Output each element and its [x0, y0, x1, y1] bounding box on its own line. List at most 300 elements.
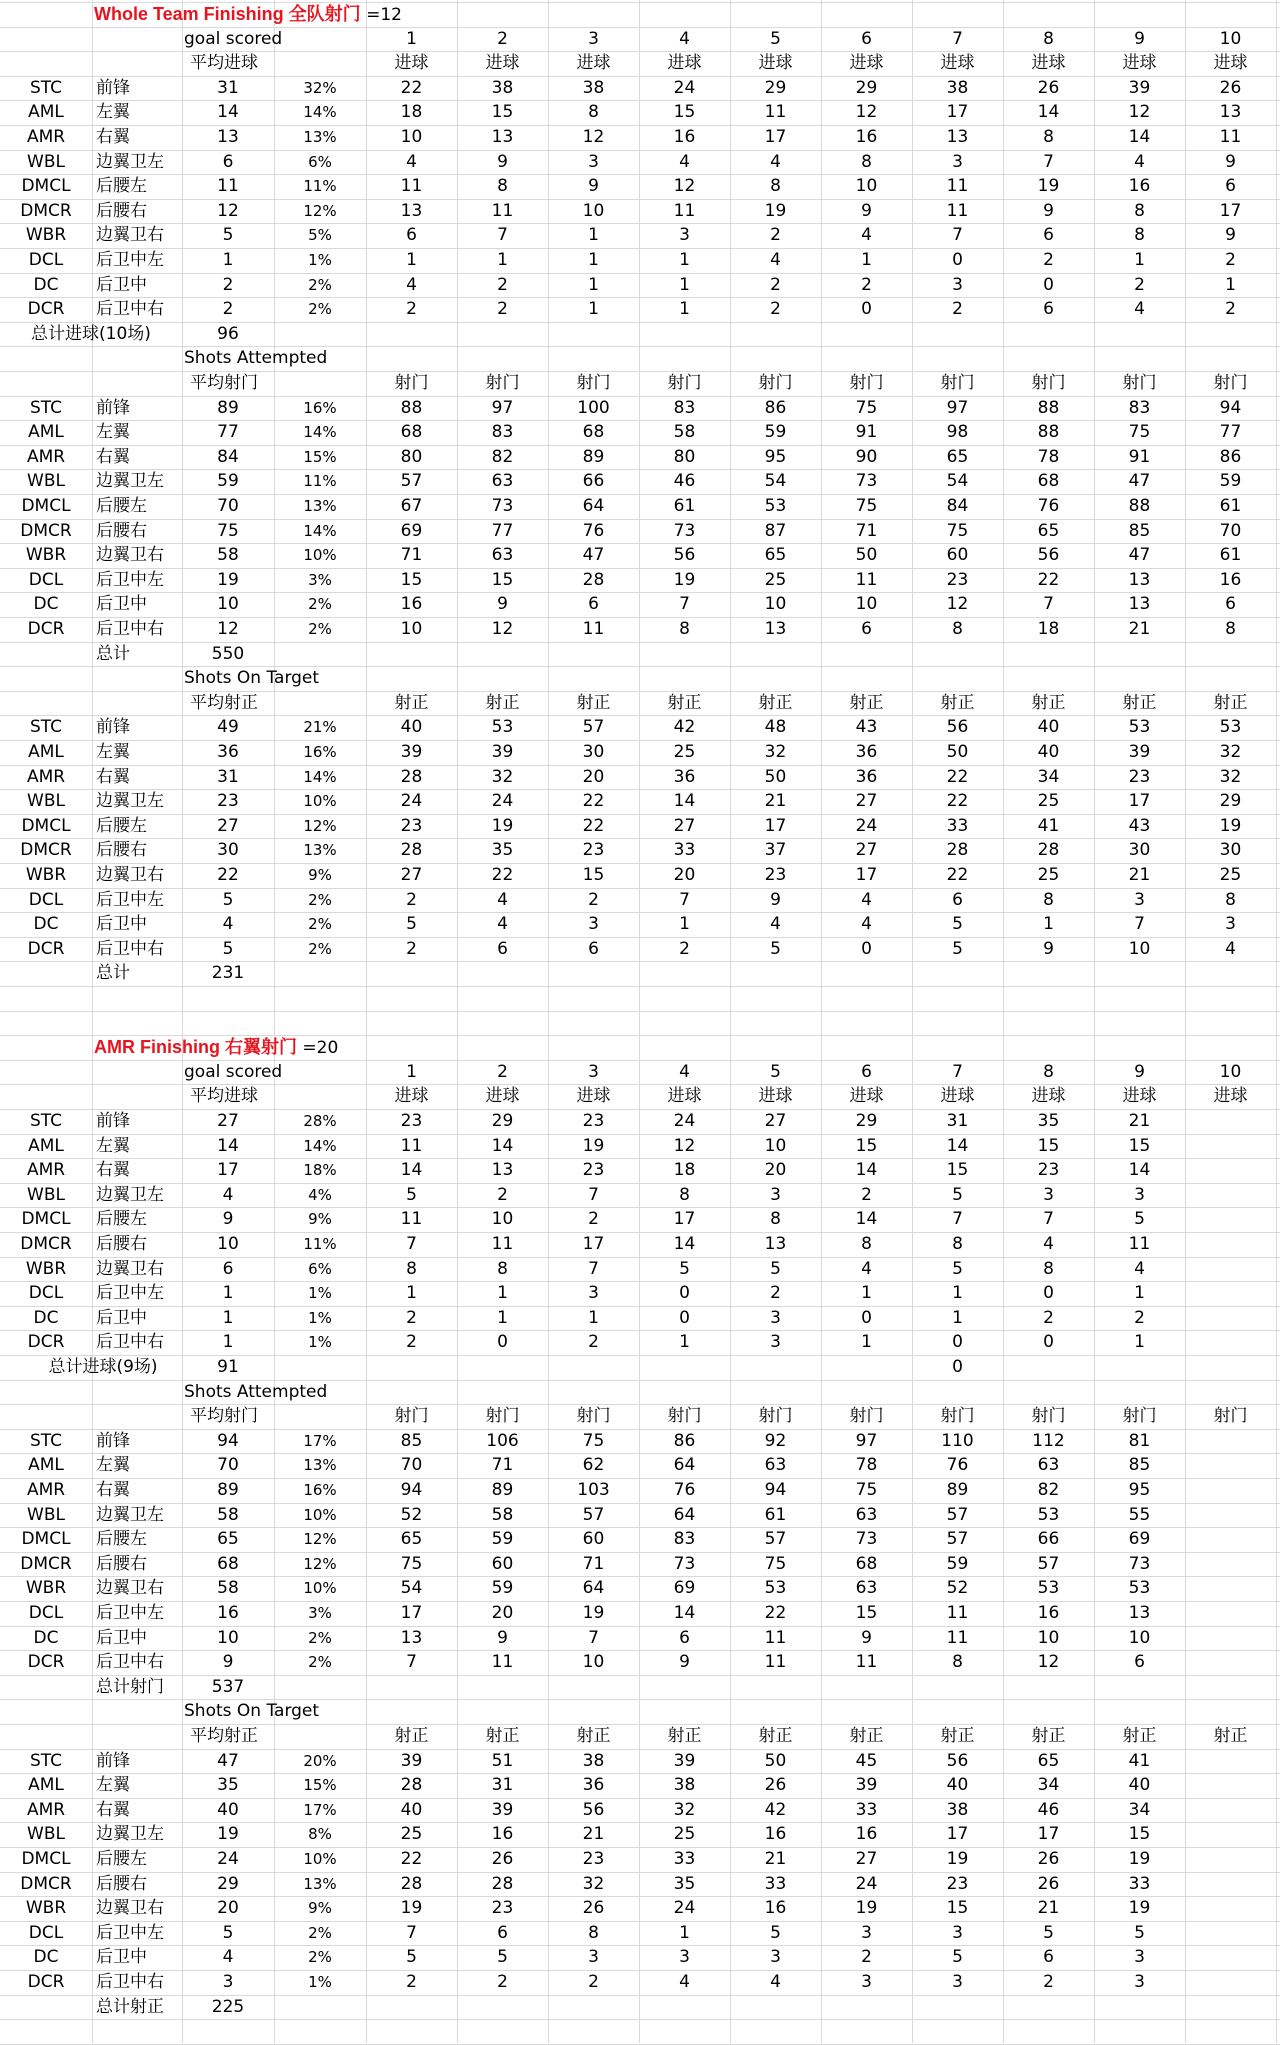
match-value[interactable]: 4: [497, 889, 508, 910]
match-value[interactable]: 10: [855, 594, 878, 615]
match-value[interactable]: 36: [855, 766, 878, 787]
position-name[interactable]: 左翼: [96, 102, 130, 123]
match-value[interactable]: 63: [764, 1455, 787, 1476]
match-value[interactable]: 23: [764, 865, 787, 885]
target-unit-label[interactable]: 射正: [1031, 692, 1066, 713]
goals-total-value[interactable]: 96: [217, 323, 239, 344]
match-value[interactable]: 24: [673, 77, 696, 98]
match-value[interactable]: 80: [400, 446, 423, 467]
target-unit-label[interactable]: 射正: [849, 1726, 884, 1746]
match-value[interactable]: 7: [1043, 594, 1054, 615]
match-value[interactable]: 39: [1128, 742, 1151, 762]
percentage-value[interactable]: 16%: [303, 1481, 337, 1499]
position-code[interactable]: DMCR: [20, 200, 72, 221]
match-value[interactable]: 89: [491, 1480, 514, 1500]
goals-total-label[interactable]: 总计进球(10场): [31, 323, 151, 344]
average-value[interactable]: 58: [217, 1504, 239, 1525]
position-code[interactable]: DC: [33, 594, 59, 615]
match-value[interactable]: 3: [679, 225, 690, 246]
target-unit-label[interactable]: 射正: [1213, 692, 1248, 713]
percentage-value[interactable]: 4%: [308, 1185, 332, 1204]
position-code[interactable]: WBL: [27, 1184, 65, 1205]
match-value[interactable]: 14: [673, 791, 696, 812]
match-value[interactable]: 13: [764, 1234, 787, 1254]
match-value[interactable]: [1185, 1453, 1276, 1478]
match-value[interactable]: 5: [952, 914, 963, 935]
match-value[interactable]: 11: [400, 1135, 423, 1156]
match-value[interactable]: 2: [497, 299, 508, 320]
match-number[interactable]: 1: [406, 28, 417, 49]
match-value[interactable]: 2: [770, 225, 781, 246]
match-value[interactable]: 16: [855, 127, 878, 147]
position-code[interactable]: AMR: [26, 1799, 66, 1820]
match-value[interactable]: 30: [1219, 840, 1242, 861]
shots-unit-label[interactable]: 射门: [940, 1406, 975, 1427]
match-value[interactable]: 40: [1037, 717, 1060, 738]
match-value[interactable]: 75: [400, 1553, 423, 1574]
match-value[interactable]: 30: [1128, 840, 1151, 861]
match-value[interactable]: 112: [1032, 1430, 1065, 1451]
target-unit-label[interactable]: 射正: [394, 692, 429, 713]
match-value[interactable]: 0: [497, 1332, 508, 1353]
match-value[interactable]: 5: [952, 1258, 963, 1279]
goals-unit-label[interactable]: 进球: [1031, 1086, 1066, 1107]
average-value[interactable]: 9: [222, 1209, 234, 1230]
match-value[interactable]: 85: [1128, 1455, 1151, 1476]
match-value[interactable]: 2: [588, 1972, 599, 1992]
match-value[interactable]: 82: [491, 446, 514, 467]
position-name[interactable]: 边翼卫左: [96, 1504, 164, 1525]
match-value[interactable]: 13: [1128, 569, 1151, 590]
percentage-value[interactable]: 2%: [308, 595, 332, 614]
match-value[interactable]: 63: [491, 545, 514, 566]
match-value[interactable]: 25: [400, 1824, 423, 1845]
match-value[interactable]: [1185, 1896, 1276, 1921]
match-value[interactable]: 86: [764, 397, 787, 418]
match-value[interactable]: 8: [679, 1184, 690, 1205]
match-value[interactable]: 11: [946, 176, 969, 197]
match-value[interactable]: 1: [588, 274, 599, 295]
match-value[interactable]: 42: [764, 1799, 787, 1820]
average-value[interactable]: 47: [217, 1750, 239, 1771]
average-value[interactable]: 9: [222, 1652, 234, 1673]
match-value[interactable]: 21: [1128, 619, 1151, 639]
match-value[interactable]: 4: [861, 914, 872, 935]
percentage-value[interactable]: 10%: [303, 1579, 337, 1598]
goals-unit-label[interactable]: 进球: [1122, 53, 1157, 74]
match-value[interactable]: 3: [770, 1184, 781, 1205]
match-value[interactable]: 8: [861, 1234, 872, 1254]
position-code[interactable]: STC: [29, 1430, 63, 1451]
match-value[interactable]: 3: [861, 1922, 872, 1943]
match-value[interactable]: 47: [582, 545, 605, 566]
match-value[interactable]: 7: [1043, 1209, 1054, 1230]
match-value[interactable]: 63: [491, 471, 514, 492]
match-value[interactable]: 3: [1134, 1972, 1145, 1992]
goals-total-value[interactable]: 91: [217, 1357, 239, 1377]
match-value[interactable]: 17: [764, 127, 787, 147]
match-value[interactable]: 64: [673, 1455, 696, 1476]
average-value[interactable]: 1: [222, 1332, 234, 1353]
position-code[interactable]: DCR: [27, 1972, 65, 1992]
percentage-value[interactable]: 2%: [308, 300, 332, 319]
match-value[interactable]: 3: [952, 274, 963, 295]
position-code[interactable]: STC: [29, 1111, 63, 1131]
match-value[interactable]: 1: [1043, 914, 1054, 935]
average-value[interactable]: 12: [217, 619, 239, 639]
position-name[interactable]: 右翼: [96, 1799, 130, 1820]
position-code[interactable]: WBR: [25, 865, 67, 885]
match-value[interactable]: 9: [861, 200, 872, 221]
match-value[interactable]: 23: [400, 815, 423, 836]
match-value[interactable]: 16: [491, 1824, 514, 1845]
match-value[interactable]: 6: [861, 619, 872, 639]
match-value[interactable]: 64: [582, 496, 605, 516]
target-total-label[interactable]: 总计: [96, 963, 130, 984]
match-value[interactable]: 17: [582, 1234, 605, 1254]
match-value[interactable]: 3: [1134, 1947, 1145, 1968]
match-value[interactable]: 32: [1219, 742, 1242, 762]
match-value[interactable]: 15: [946, 1898, 969, 1919]
percentage-value[interactable]: 15%: [303, 1776, 337, 1795]
match-value[interactable]: 2: [406, 1332, 417, 1353]
match-value[interactable]: 1: [406, 1283, 417, 1304]
match-value[interactable]: 106: [486, 1430, 519, 1451]
match-value[interactable]: 14: [855, 1160, 878, 1181]
percentage-value[interactable]: 2%: [308, 890, 332, 909]
match-value[interactable]: 15: [582, 865, 605, 885]
match-value[interactable]: 1: [679, 1332, 690, 1353]
match-value[interactable]: 4: [679, 1972, 690, 1992]
match-value[interactable]: 17: [400, 1603, 423, 1623]
position-name[interactable]: 左翼: [96, 1775, 130, 1796]
percentage-value[interactable]: 2%: [308, 915, 332, 934]
match-value[interactable]: 7: [679, 889, 690, 910]
shots-unit-label[interactable]: 射门: [849, 373, 884, 393]
match-value[interactable]: 6: [588, 938, 599, 959]
goals-unit-label[interactable]: 进球: [485, 53, 520, 74]
match-value[interactable]: 28: [946, 840, 969, 861]
match-value[interactable]: 0: [1043, 1283, 1054, 1304]
match-value[interactable]: 95: [1128, 1480, 1151, 1500]
match-value[interactable]: 68: [855, 1553, 878, 1574]
average-value[interactable]: 59: [217, 471, 239, 492]
match-value[interactable]: 14: [946, 1135, 969, 1156]
match-value[interactable]: [1185, 1822, 1276, 1847]
average-value[interactable]: 19: [217, 1824, 239, 1845]
match-value[interactable]: [1185, 1478, 1276, 1503]
percentage-value[interactable]: 11%: [303, 1235, 337, 1253]
position-code[interactable]: DMCR: [20, 840, 72, 861]
position-code[interactable]: DMCL: [21, 815, 71, 836]
position-name[interactable]: 右翼: [96, 1480, 130, 1500]
match-value[interactable]: 82: [1037, 1480, 1060, 1500]
goals-unit-label[interactable]: 进球: [1031, 53, 1066, 74]
average-value[interactable]: 10: [217, 594, 239, 615]
average-value[interactable]: 5: [222, 938, 234, 959]
position-name[interactable]: 后卫中左: [96, 250, 164, 270]
position-code[interactable]: WBL: [27, 471, 65, 492]
match-value[interactable]: [1185, 1650, 1276, 1675]
position-name[interactable]: 前锋: [96, 77, 130, 98]
match-value[interactable]: [1185, 1576, 1276, 1601]
match-value[interactable]: 23: [946, 1873, 969, 1894]
match-value[interactable]: 10: [400, 619, 423, 639]
match-value[interactable]: 65: [946, 446, 969, 467]
match-value[interactable]: 50: [764, 766, 787, 787]
avg-target-label[interactable]: 平均射正: [190, 1726, 258, 1746]
match-value[interactable]: 70: [400, 1455, 423, 1476]
position-code[interactable]: WBR: [25, 1258, 67, 1279]
match-value[interactable]: 83: [673, 1529, 696, 1550]
match-value[interactable]: [1185, 1158, 1276, 1183]
average-value[interactable]: 94: [217, 1430, 239, 1451]
match-value[interactable]: 11: [764, 1627, 787, 1648]
position-name[interactable]: 后卫中右: [96, 299, 164, 320]
target-unit-label[interactable]: 射正: [394, 1726, 429, 1746]
average-value[interactable]: 19: [217, 569, 239, 590]
match-number[interactable]: 9: [1134, 1061, 1145, 1082]
match-value[interactable]: 8: [861, 151, 872, 172]
match-value[interactable]: 87: [764, 520, 787, 541]
match-value[interactable]: 11: [764, 1652, 787, 1673]
percentage-value[interactable]: 14%: [303, 1136, 337, 1155]
match-value[interactable]: 28: [400, 766, 423, 787]
match-value[interactable]: 75: [1128, 422, 1151, 443]
match-value[interactable]: 22: [491, 865, 514, 885]
match-value[interactable]: 103: [577, 1480, 610, 1500]
match-value[interactable]: [1185, 1232, 1276, 1257]
match-value[interactable]: 16: [855, 1824, 878, 1845]
position-code[interactable]: DCL: [28, 1603, 64, 1623]
match-value[interactable]: 4: [1134, 299, 1145, 320]
match-value[interactable]: 4: [406, 274, 417, 295]
match-value[interactable]: 3: [952, 1972, 963, 1992]
match-value[interactable]: 14: [400, 1160, 423, 1181]
match-value[interactable]: 88: [400, 397, 423, 418]
match-value[interactable]: [1185, 1921, 1276, 1946]
match-value[interactable]: 33: [855, 1799, 878, 1820]
match-value[interactable]: 8: [952, 1652, 963, 1673]
position-code[interactable]: AMR: [26, 1160, 66, 1181]
percentage-value[interactable]: 14%: [303, 767, 337, 786]
match-value[interactable]: 58: [491, 1504, 514, 1525]
match-value[interactable]: 24: [491, 791, 514, 812]
match-value[interactable]: 10: [1037, 1627, 1060, 1648]
match-value[interactable]: 2: [1043, 250, 1054, 270]
match-value[interactable]: 2: [588, 889, 599, 910]
position-name[interactable]: 后卫中右: [96, 1652, 164, 1673]
position-name[interactable]: 前锋: [96, 397, 130, 418]
percentage-value[interactable]: 21%: [303, 718, 337, 737]
position-code[interactable]: DMCL: [21, 1529, 71, 1550]
match-value[interactable]: 39: [855, 1775, 878, 1796]
match-value[interactable]: 61: [764, 1504, 787, 1525]
match-value[interactable]: 1: [497, 250, 508, 270]
match-value[interactable]: 90: [855, 446, 878, 467]
average-value[interactable]: 27: [217, 815, 239, 836]
position-name[interactable]: 后卫中左: [96, 1922, 164, 1943]
target-total-value[interactable]: 231: [211, 963, 245, 984]
match-value[interactable]: 81: [1128, 1430, 1151, 1451]
match-value[interactable]: 13: [1128, 1603, 1151, 1623]
position-name[interactable]: 前锋: [96, 717, 130, 738]
match-value[interactable]: 85: [1128, 520, 1151, 541]
match-value[interactable]: 63: [855, 1578, 878, 1599]
match-value[interactable]: 53: [764, 496, 787, 516]
match-value[interactable]: 21: [582, 1824, 605, 1845]
match-value[interactable]: 5: [1043, 1922, 1054, 1943]
match-value[interactable]: 1: [1225, 274, 1236, 295]
match-value[interactable]: 36: [855, 742, 878, 762]
position-code[interactable]: DCL: [28, 889, 64, 910]
average-value[interactable]: 10: [217, 1234, 239, 1254]
percentage-value[interactable]: 10%: [303, 1850, 337, 1868]
match-value[interactable]: 80: [673, 446, 696, 467]
match-value[interactable]: 14: [491, 1135, 514, 1156]
match-value[interactable]: 16: [400, 594, 423, 615]
match-value[interactable]: 19: [491, 815, 514, 836]
match-number[interactable]: 3: [588, 1061, 599, 1082]
match-value[interactable]: 77: [491, 520, 514, 541]
shots-unit-label[interactable]: 射门: [667, 373, 702, 393]
match-value[interactable]: 57: [946, 1529, 969, 1550]
shots-unit-label[interactable]: 射门: [940, 373, 975, 393]
position-name[interactable]: 后卫中左: [96, 889, 164, 910]
match-value[interactable]: 25: [1037, 791, 1060, 812]
match-value[interactable]: 3: [679, 1947, 690, 1968]
match-value[interactable]: 64: [582, 1578, 605, 1599]
position-code[interactable]: DC: [33, 914, 59, 935]
position-code[interactable]: DMCL: [21, 176, 71, 197]
match-value[interactable]: 12: [1037, 1652, 1060, 1673]
target-unit-label[interactable]: 射正: [758, 1726, 793, 1746]
match-value[interactable]: 77: [1219, 422, 1242, 443]
average-value[interactable]: 5: [222, 889, 234, 910]
match-value[interactable]: 2: [770, 299, 781, 320]
percentage-value[interactable]: 9%: [308, 866, 332, 884]
match-value[interactable]: 1: [497, 1283, 508, 1304]
match-value[interactable]: [1185, 1601, 1276, 1626]
match-value[interactable]: 75: [855, 397, 878, 418]
percentage-value[interactable]: 2%: [308, 939, 332, 958]
percentage-value[interactable]: 13%: [303, 128, 337, 146]
match-value[interactable]: 2: [861, 1947, 872, 1968]
percentage-value[interactable]: 9%: [308, 1899, 332, 1918]
match-value[interactable]: 2: [1134, 1307, 1145, 1328]
match-value[interactable]: 36: [673, 766, 696, 787]
match-value[interactable]: 56: [582, 1799, 605, 1820]
match-value[interactable]: 6: [406, 225, 417, 246]
match-value[interactable]: 69: [673, 1578, 696, 1599]
match-value[interactable]: 2: [861, 274, 872, 295]
match-value[interactable]: 60: [491, 1553, 514, 1574]
match-value[interactable]: [1185, 1207, 1276, 1232]
match-value[interactable]: 11: [946, 1603, 969, 1623]
match-value[interactable]: 24: [855, 815, 878, 836]
shots-unit-label[interactable]: 射门: [758, 373, 793, 393]
avg-shots-label[interactable]: 平均射门: [190, 373, 258, 393]
match-value[interactable]: 3: [588, 1283, 599, 1304]
match-value[interactable]: 55: [1128, 1504, 1151, 1525]
match-value[interactable]: 8: [1043, 127, 1054, 147]
match-value[interactable]: 15: [946, 1160, 969, 1181]
percentage-value[interactable]: 16%: [303, 398, 337, 417]
match-number[interactable]: 1: [406, 1061, 417, 1082]
target-unit-label[interactable]: 射正: [940, 692, 975, 713]
match-value[interactable]: 53: [1219, 717, 1242, 738]
goals-unit-label[interactable]: 进球: [667, 53, 702, 74]
match-value[interactable]: 1: [679, 250, 690, 270]
match-value[interactable]: [1185, 1281, 1276, 1306]
match-value[interactable]: 31: [491, 1775, 514, 1796]
shots-total-label[interactable]: 总计射门: [96, 1676, 164, 1697]
match-value[interactable]: 50: [764, 1750, 787, 1771]
position-code[interactable]: DC: [33, 274, 59, 295]
position-name[interactable]: 边翼卫右: [96, 1258, 164, 1279]
shots-total-label[interactable]: 总计: [96, 643, 130, 664]
match-value[interactable]: 13: [764, 619, 787, 639]
average-value[interactable]: 13: [217, 127, 239, 147]
match-value[interactable]: 75: [855, 1480, 878, 1500]
match-value[interactable]: 7: [497, 225, 508, 246]
match-value[interactable]: 40: [400, 717, 423, 738]
match-value[interactable]: 5: [497, 1947, 508, 1968]
target-unit-label[interactable]: 射正: [940, 1726, 975, 1746]
match-value[interactable]: 21: [1037, 1898, 1060, 1919]
match-value[interactable]: 2: [1043, 1307, 1054, 1328]
match-value[interactable]: 8: [952, 619, 963, 639]
average-value[interactable]: 4: [222, 1947, 234, 1968]
position-name[interactable]: 后腰右: [96, 200, 147, 221]
percentage-value[interactable]: 10%: [303, 792, 337, 811]
position-code[interactable]: AML: [28, 742, 64, 762]
goals-unit-label[interactable]: 进球: [940, 53, 975, 74]
match-value[interactable]: 11: [400, 176, 423, 197]
match-value[interactable]: 53: [1128, 717, 1151, 738]
match-value[interactable]: 4: [861, 225, 872, 246]
match-value[interactable]: 89: [582, 446, 605, 467]
match-value[interactable]: 27: [855, 1849, 878, 1869]
match-value[interactable]: 13: [946, 127, 969, 147]
average-value[interactable]: 31: [217, 766, 239, 787]
match-value[interactable]: 24: [400, 791, 423, 812]
match-value[interactable]: 7: [952, 225, 963, 246]
match-value[interactable]: 35: [491, 840, 514, 861]
match-value[interactable]: 70: [1219, 520, 1242, 541]
match-value[interactable]: 22: [400, 77, 423, 98]
position-name[interactable]: 后腰左: [96, 1849, 147, 1869]
match-value[interactable]: 26: [1219, 77, 1242, 98]
match-value[interactable]: 3: [588, 151, 599, 172]
match-value[interactable]: 56: [946, 717, 969, 738]
match-value[interactable]: 45: [855, 1750, 878, 1771]
match-value[interactable]: 65: [764, 545, 787, 566]
match-value[interactable]: 5: [952, 1947, 963, 1968]
percentage-value[interactable]: 32%: [303, 78, 337, 97]
match-value[interactable]: 1: [679, 299, 690, 320]
match-value[interactable]: 19: [764, 200, 787, 221]
match-value[interactable]: 63: [855, 1504, 878, 1525]
match-value[interactable]: 73: [673, 520, 696, 541]
match-number[interactable]: 2: [497, 28, 508, 49]
position-name[interactable]: 边翼卫右: [96, 1578, 164, 1599]
match-value[interactable]: 83: [673, 397, 696, 418]
match-value[interactable]: 22: [582, 815, 605, 836]
match-value[interactable]: 2: [406, 1972, 417, 1992]
match-value[interactable]: 71: [582, 1553, 605, 1574]
position-name[interactable]: 右翼: [96, 1160, 130, 1181]
